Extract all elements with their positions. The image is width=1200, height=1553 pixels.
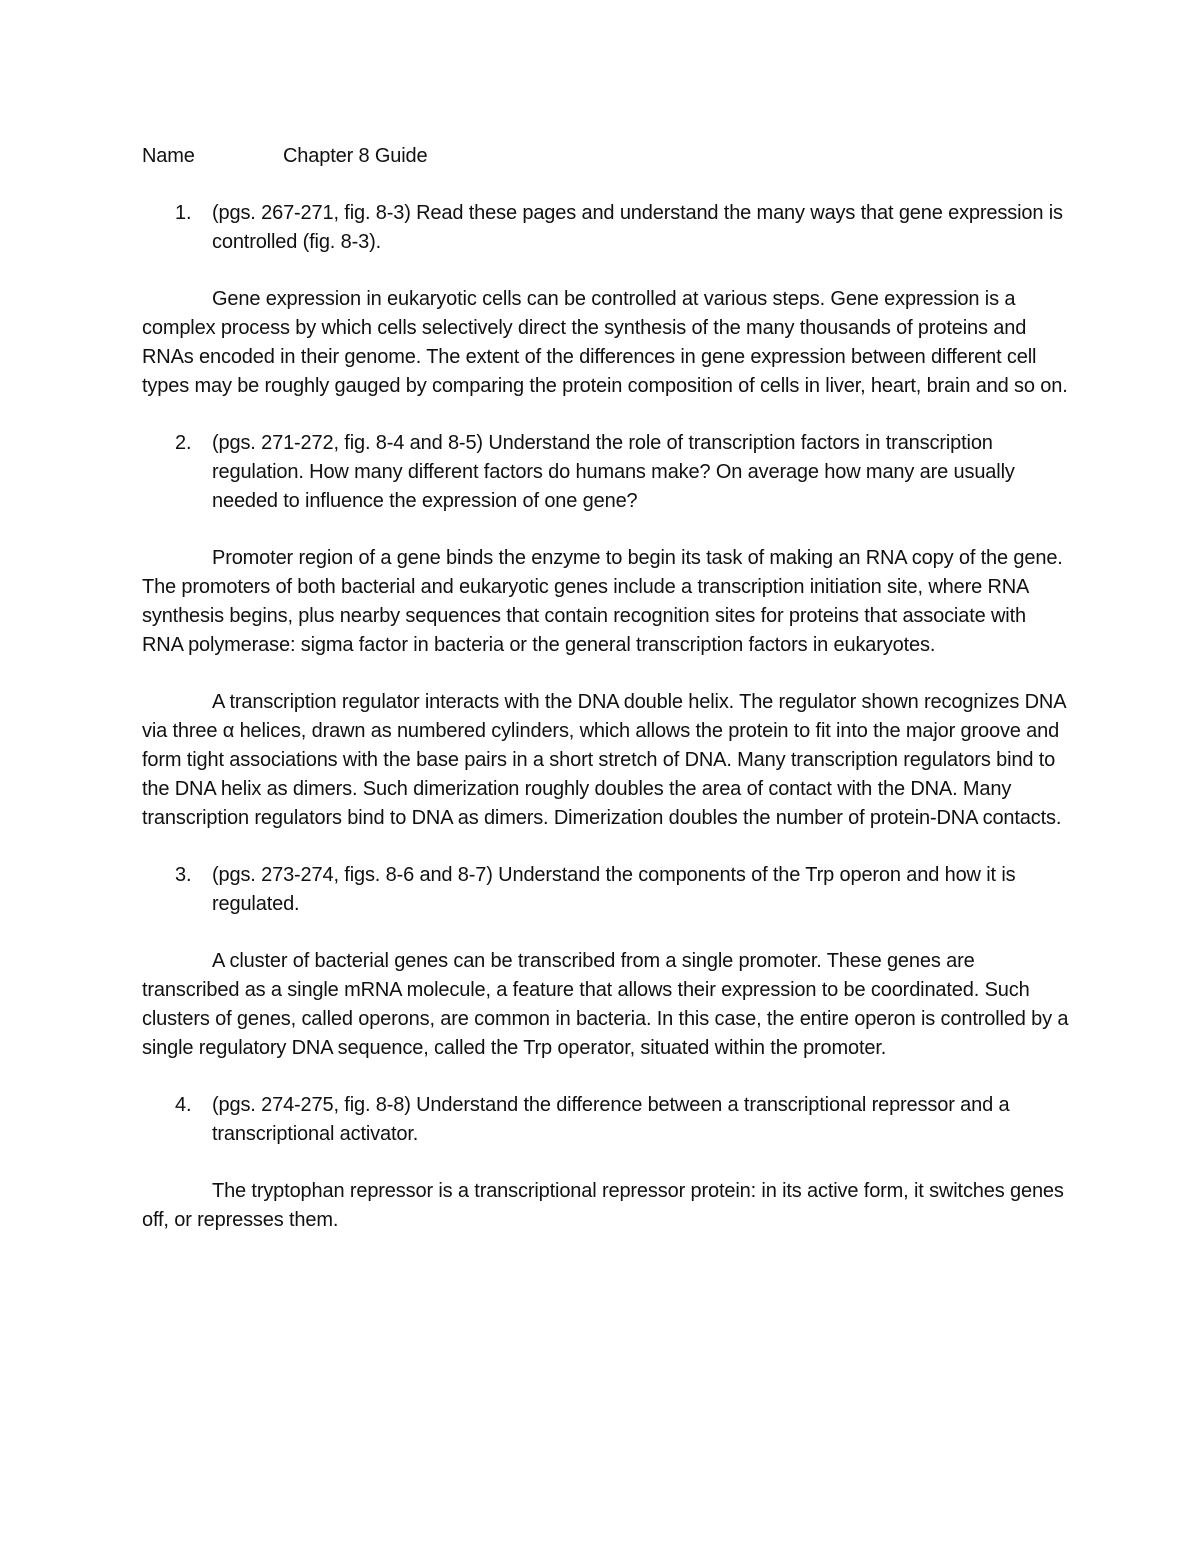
question-text: (pgs. 271-272, fig. 8-4 and 8-5) Understand the role of transcription factors in transcription regulation. How many different factors do humans make? On average how many are usually needed to influence the expression of one gene? <box>212 432 1015 512</box>
answer-paragraph: A cluster of bacterial genes can be transcribed from a single promoter. These genes are transcribed as a single mRNA molecule, a feature that allows their expression to be coordinated. Such clusters of genes, called operons, are common in bacteria. In this case, the entire operon is controlled by a single regulatory DNA sequence, called the Trp operator, situated within the promoter. <box>142 950 1069 1059</box>
question-text: (pgs. 273-274, figs. 8-6 and 8-7) Understand the components of the Trp operon and how it is regulated. <box>212 864 1016 915</box>
question-number: 2. <box>175 432 192 454</box>
question-number: 4. <box>175 1094 192 1116</box>
answer-paragraph: A transcription regulator interacts with the DNA double helix. The regulator shown recognizes DNA via three α helices, drawn as numbered cylinders, which allows the protein to fit into the major groove and form tight associations with the base pairs in a short stretch of DNA. Many transcription regulators bind to the DNA helix as dimers. Such dimerization roughly doubles the area of contact with the DNA. Many transcription regulators bind to DNA as dimers. Dimerization doubles the number of protein-DNA contacts. <box>142 691 1066 829</box>
document-body <box>142 142 1072 1263</box>
document-header <box>142 142 1072 171</box>
answer-paragraph: Promoter region of a gene binds the enzyme to begin its task of making an RNA copy of the gene. The promoters of both bacterial and eukaryotic genes include a transcription initiation site, where RNA synthesis begins, plus nearby sequences that contain recognition sites for proteins that associate with RNA polymerase: sigma factor in bacteria or the general transcription factors in eukaryotes. <box>142 547 1063 656</box>
answer-paragraph: Gene expression in eukaryotic cells can be controlled at various steps. Gene expression is a complex process by which cells selectively direct the synthesis of the many thousands of proteins and RNAs encoded in their genome. The extent of the differences in gene expression between different cell types may be roughly gauged by comparing the protein composition of cells in liver, heart, brain and so on. <box>142 288 1068 397</box>
question-4 <box>142 1091 1072 1149</box>
question-1 <box>142 199 1072 257</box>
answer-paragraph: The tryptophan repressor is a transcriptional repressor protein: in its active form, it switches genes off, or represses them. <box>142 1180 1064 1231</box>
question-2 <box>142 429 1072 516</box>
question-text: (pgs. 274-275, fig. 8-8) Understand the difference between a transcriptional repressor and a transcriptional activator. <box>212 1094 1010 1145</box>
question-number: 3. <box>175 864 192 886</box>
question-3 <box>142 861 1072 919</box>
document-title: Chapter 8 Guide <box>283 145 428 167</box>
question-text: (pgs. 267-271, fig. 8-3) Read these pages and understand the many ways that gene expression is controlled (fig. 8-3). <box>212 202 1063 253</box>
name-label: Name <box>142 145 195 167</box>
question-number: 1. <box>175 202 192 224</box>
